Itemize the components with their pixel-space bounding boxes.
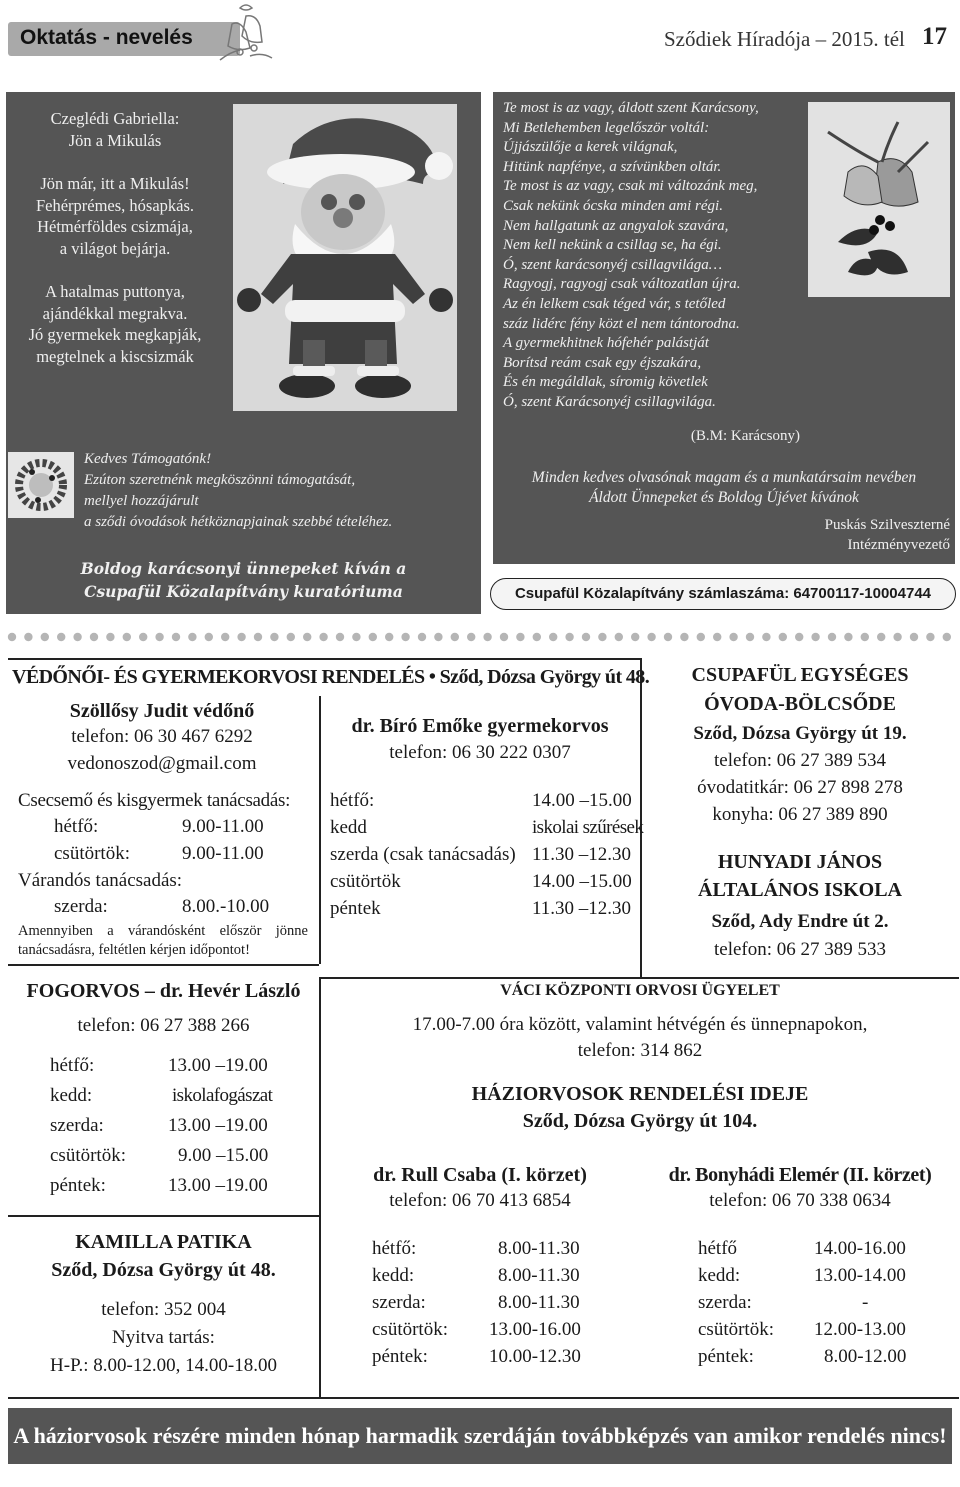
nurse-name: Szöllősy Judit védőnő — [69, 700, 255, 722]
divider-dot — [41, 633, 49, 641]
poem-karacsony — [503, 99, 823, 413]
schedule-day: szerda: — [698, 1292, 752, 1313]
pharmacy-hours-title: Nyitva tartás: — [112, 1327, 215, 1348]
dentist-phone: telefon: 06 27 388 266 — [77, 1015, 250, 1036]
thanks-salutation: Kedves Támogatónk! — [84, 451, 212, 467]
divider-dot — [352, 633, 360, 641]
dotted-divider — [6, 631, 954, 643]
divider-dot — [844, 633, 852, 641]
poem-line: száz lidérc fény közt el nem tántorodna. — [503, 315, 740, 332]
schedule-day: kedd: — [372, 1265, 415, 1286]
poem-line: Mi Betlehemben legelőször voltál: — [503, 119, 710, 136]
divider-dot — [615, 633, 623, 641]
schedule-day: csütörtök: — [698, 1319, 774, 1340]
prenatal-note: tanácsadásra, feltétlen kérjen időpontot! — [18, 942, 250, 958]
poem-line: Ó, szent karácsonyéj csillagvilága… — [503, 256, 723, 273]
divider-dot — [697, 633, 705, 641]
thanks-line: mellyel hozzájárult — [84, 493, 199, 509]
schedule-day: péntek — [330, 898, 381, 919]
greeting-line: Boldog karácsonyi ünnepeket kíván a — [80, 559, 407, 578]
divider-dot — [647, 633, 655, 641]
schedule-time: 8.00-11.30 — [498, 1292, 580, 1313]
poem-line: megtelnek a kiscsizmák — [36, 346, 194, 366]
poem-line: A hatalmas puttonya, — [45, 282, 185, 301]
school-title: HUNYADI JÁNOS — [717, 851, 883, 873]
divider-dot — [713, 633, 721, 641]
schedule-day: hétfő: — [372, 1238, 417, 1259]
poem-line: Ragyogj, ragyogj csak változatlan újra. — [503, 276, 741, 293]
divider-dot — [254, 633, 262, 641]
schedule-time: 8.00.-10.00 — [182, 896, 270, 917]
divider-dot — [598, 633, 606, 641]
poem-line: Te most is az vagy, csak mi változánk meg, — [503, 178, 758, 195]
school-title: ÁLTALÁNOS ISKOLA — [698, 879, 902, 901]
divider-dot — [549, 633, 557, 641]
poem-line: Nem hallgatunk az angyalok szavára, — [503, 217, 729, 234]
poem-line: Az én lelkem csak téged vár, s tetőled — [503, 295, 726, 312]
divider-dot — [861, 633, 869, 641]
nurse-email: vedonoszod@gmail.com — [67, 753, 257, 774]
schedule-day: péntek: — [372, 1346, 428, 1367]
schedule-time: 9.00-11.00 — [182, 816, 264, 837]
kindergarten-info — [642, 662, 958, 828]
pediatrician-name: dr. Bíró Emőke gyermekorvos — [351, 715, 609, 737]
thanks-line: a sződi óvodások hétköznapjainak szebbé tételéhez. — [84, 514, 393, 530]
gp1-phone: telefon: 06 70 413 6854 — [389, 1190, 571, 1211]
gp2-name: dr. Bonyhádi Elemér (II. körzet) — [668, 1164, 932, 1186]
divider-dot — [90, 633, 98, 641]
gp-title: HÁZIORVOSOK RENDELÉSI IDEJE — [471, 1083, 809, 1105]
poem-line: Hétmérföldes csizmája, — [37, 217, 193, 236]
page-number: 17 — [922, 23, 947, 50]
poem-line: Hitünk napfénye, a szívünkben oltár. — [503, 158, 722, 175]
divider-dot — [123, 633, 131, 641]
pharmacy-phone: telefon: 352 004 — [101, 1299, 226, 1320]
signature-name: Puskás Szilveszterné — [824, 517, 950, 533]
prenatal-note: Amennyiben a várandósként először jönne — [18, 923, 308, 939]
divider-dot — [139, 633, 147, 641]
schedule-time: 8.00-12.00 — [824, 1346, 907, 1367]
divider-dot — [188, 633, 196, 641]
schedule-time: 13.00 –19.00 — [168, 1055, 268, 1076]
holly-bells-image — [808, 102, 950, 297]
divider-dot — [385, 633, 393, 641]
divider-dot — [467, 633, 475, 641]
divider-dot — [943, 633, 951, 641]
poem-line: Fehérprémes, hósapkás. — [35, 195, 195, 215]
school-info — [642, 848, 958, 964]
gp2-phone: telefon: 06 70 338 0634 — [709, 1190, 891, 1211]
divider-dot — [910, 633, 918, 641]
schedule-day: péntek: — [698, 1346, 754, 1367]
pharmacy-info — [8, 1228, 319, 1380]
kindergarten-title: CSUPAFÜL EGYSÉGES — [691, 664, 909, 686]
divider-dot — [172, 633, 180, 641]
divider-dot — [73, 633, 81, 641]
divider-dot — [336, 633, 344, 641]
divider-dot — [270, 633, 278, 641]
schedule-time: 13.00-16.00 — [489, 1319, 581, 1340]
poem-line: A gyermekhitnek hófehér palástját — [503, 335, 709, 352]
divider-dot — [8, 633, 16, 641]
schedule-day: kedd: — [50, 1085, 93, 1106]
divider-dot — [516, 633, 524, 641]
gp1-name: dr. Rull Csaba (I. körzet) — [373, 1164, 587, 1186]
pharmacy-hours: H-P.: 8.00-12.00, 14.00-18.00 — [50, 1355, 277, 1376]
kindergarten-phone: telefon: 06 27 389 534 — [713, 750, 887, 771]
santa-image — [233, 104, 457, 411]
section-title: Oktatás - nevelés — [20, 26, 193, 49]
prenatal-consult-title: Várandós tanácsadás: — [18, 870, 183, 891]
divider-dot — [24, 633, 32, 641]
poem-jon-a-mikulas — [20, 108, 210, 367]
divider-dot — [533, 633, 541, 641]
schedule-day: csütörtök — [330, 871, 401, 892]
schedule-day: hétfő: — [330, 790, 375, 811]
divider-dot — [401, 633, 409, 641]
divider-dot — [418, 633, 426, 641]
divider-dot — [155, 633, 163, 641]
divider-dot — [221, 633, 229, 641]
schedule-time: 13.00 –19.00 — [168, 1175, 268, 1196]
schedule-time: 11.30 –12.30 — [532, 898, 632, 919]
divider-dot — [106, 633, 114, 641]
supporter-thanks — [84, 449, 474, 533]
emergency-hours: 17.00-7.00 óra között, valamint hétvégén és ünnepnapokon, — [412, 1014, 868, 1035]
divider-dot — [795, 633, 803, 641]
poem-line: a világot bejárja. — [59, 238, 171, 258]
emergency-title: VÁCI KÖZPONTI ORVOSI ÜGYELET — [500, 982, 780, 999]
schedule-day: szerda: — [372, 1292, 426, 1313]
divider-dot — [565, 633, 573, 641]
poem-line: Csak nekünk ócska minden ami régi. — [503, 197, 723, 214]
pharmacy-address: Sződ, Dózsa György út 48. — [51, 1259, 276, 1281]
schedule-time: 9.00 –15.00 — [178, 1145, 269, 1166]
schedule-row: hétfő: — [54, 816, 99, 837]
schedule-day: szerda (csak tanácsadás) — [330, 844, 516, 865]
dentist-heading: FOGORVOS – dr. Hevér László — [26, 980, 301, 1002]
foundation-account-number: Csupafül Közalapítvány számlaszáma: 64700117-10004744 — [490, 578, 956, 610]
kindergarten-title: ÓVODA-BÖLCSŐDE — [704, 693, 896, 715]
schedule-day: hétfő: — [50, 1055, 95, 1076]
schedule-time: 14.00 –15.00 — [532, 871, 632, 892]
schedule-time: 13.00-14.00 — [814, 1265, 906, 1286]
schedule-time: - — [862, 1292, 869, 1313]
schedule-time: iskolai szűrések — [532, 817, 644, 838]
divider-dot — [287, 633, 295, 641]
poem-source: (B.M: Karácsony) — [690, 428, 800, 444]
wreath-image — [8, 452, 74, 518]
schedule-time: 14.00-16.00 — [814, 1238, 906, 1259]
schedule-row: szerda: — [54, 896, 108, 917]
divider-dot — [319, 633, 327, 641]
divider-dot — [762, 633, 770, 641]
schedule-time: 13.00 –19.00 — [168, 1115, 268, 1136]
schedule-day: hétfő — [698, 1238, 738, 1259]
divider-dot — [631, 633, 639, 641]
divider-dot — [237, 633, 245, 641]
divider-dot — [779, 633, 787, 641]
emergency-phone: telefon: 314 862 — [577, 1040, 703, 1061]
poem-line: Te most is az vagy, áldott szent Karácsony, — [503, 100, 759, 116]
infant-consult-title: Csecsemő és kisgyermek tanácsadás: — [18, 790, 291, 811]
schedule-time: 8.00-11.30 — [498, 1265, 580, 1286]
divider-dot — [746, 633, 754, 641]
director-signature — [700, 515, 950, 555]
schedule-time: 14.00 –15.00 — [532, 790, 632, 811]
divider-line — [8, 964, 319, 966]
divider-dot — [369, 633, 377, 641]
gp-address: Sződ, Dózsa György út 104. — [522, 1110, 758, 1132]
schedule-day: kedd: — [698, 1265, 741, 1286]
divider-line — [8, 1397, 959, 1399]
poem-line: Borítsd reám csak egy éjszakára, — [503, 354, 702, 371]
schedule-day: szerda: — [50, 1115, 104, 1136]
schedule-time: 9.00-11.00 — [182, 843, 264, 864]
kindergarten-kitchen-phone: konyha: 06 27 389 890 — [712, 804, 888, 825]
schedule-day: csütörtök: — [50, 1145, 126, 1166]
signature-role: Intézményvezető — [847, 537, 950, 553]
wish-line: Minden kedves olvasónak magam és a munkatársaim nevében — [531, 469, 917, 486]
schedule-time: 10.00-12.30 — [489, 1346, 581, 1367]
thanks-line: Ezúton szeretnénk megköszönni támogatását, — [84, 472, 356, 488]
poem-author: Czeglédi Gabriella: — [50, 109, 180, 128]
divider-dot — [664, 633, 672, 641]
divider-line — [8, 658, 640, 660]
poem-line: Nem kell nekünk a csillag se, ha égi. — [503, 237, 722, 254]
divider-dot — [451, 633, 459, 641]
divider-dot — [483, 633, 491, 641]
poem-line: Jön már, itt a Mikulás! — [40, 174, 190, 193]
divider-dot — [926, 633, 934, 641]
wish-line: Áldott Ünnepeket és Boldog Újévet kívánok — [589, 489, 859, 506]
nurse-phone: telefon: 06 30 467 6292 — [71, 726, 253, 747]
school-address: Sződ, Ady Endre út 2. — [711, 911, 889, 932]
greeting-line: Csupafül Közalapítvány kuratóriuma — [84, 582, 403, 601]
schedule-time: 11.30 –12.30 — [532, 844, 632, 865]
director-wish — [493, 468, 955, 508]
divider-dot — [729, 633, 737, 641]
schedule-time: iskolafogászat — [172, 1085, 273, 1106]
schedule-day: kedd — [330, 817, 367, 838]
schedule-row: csütörtök: — [54, 843, 130, 864]
divider-dot — [57, 633, 65, 641]
school-phone: telefon: 06 27 389 533 — [713, 939, 887, 960]
schedule-day: péntek: — [50, 1175, 106, 1196]
divider-dot — [811, 633, 819, 641]
poem-line: ajándékkal megrakva. — [42, 303, 188, 323]
pharmacy-title: KAMILLA PATIKA — [75, 1231, 252, 1253]
divider-dot — [434, 633, 442, 641]
divider-line — [319, 977, 959, 979]
kindergarten-address: Sződ, Dózsa György út 19. — [693, 723, 907, 744]
poem-line: Újjászülője a kerek világnak, — [503, 139, 678, 156]
divider-dot — [500, 633, 508, 641]
poem-line: Ó, szent Karácsonyéj csillagvilága. — [503, 393, 716, 410]
schedule-time: 8.00-11.30 — [498, 1238, 580, 1259]
poem-line: És én megáldlak, síromig követlek — [503, 374, 708, 391]
divider-dot — [582, 633, 590, 641]
divider-dot — [205, 633, 213, 641]
divider-dot — [680, 633, 688, 641]
poem-line: Jó gyermekek megkapják, — [28, 325, 202, 344]
foundation-greeting — [6, 557, 481, 603]
divider-dot — [828, 633, 836, 641]
divider-dot — [303, 633, 311, 641]
kindergarten-secretary-phone: óvodatitkár: 06 27 898 278 — [697, 777, 903, 798]
pediatrician-phone: telefon: 06 30 222 0307 — [389, 742, 571, 763]
divider-line — [8, 1215, 319, 1217]
publication-title: Sződiek Híradója – 2015. tél — [664, 27, 905, 51]
gp-training-notice: A háziorvosok részére minden hónap harmadik szerdáján továbbképzés van amikor rendelés nincs! — [13, 1423, 947, 1448]
poem-title: Jön a Mikulás — [68, 130, 162, 150]
pediatric-section-heading: VÉDŐNŐI- ÉS GYERMEKORVOSI RENDELÉS • Sződ, Dózsa György út 48. — [12, 666, 650, 688]
divider-dot — [877, 633, 885, 641]
schedule-day: csütörtök: — [372, 1319, 448, 1340]
christmas-bells-icon — [210, 2, 280, 66]
schedule-time: 12.00-13.00 — [814, 1319, 906, 1340]
divider-dot — [893, 633, 901, 641]
